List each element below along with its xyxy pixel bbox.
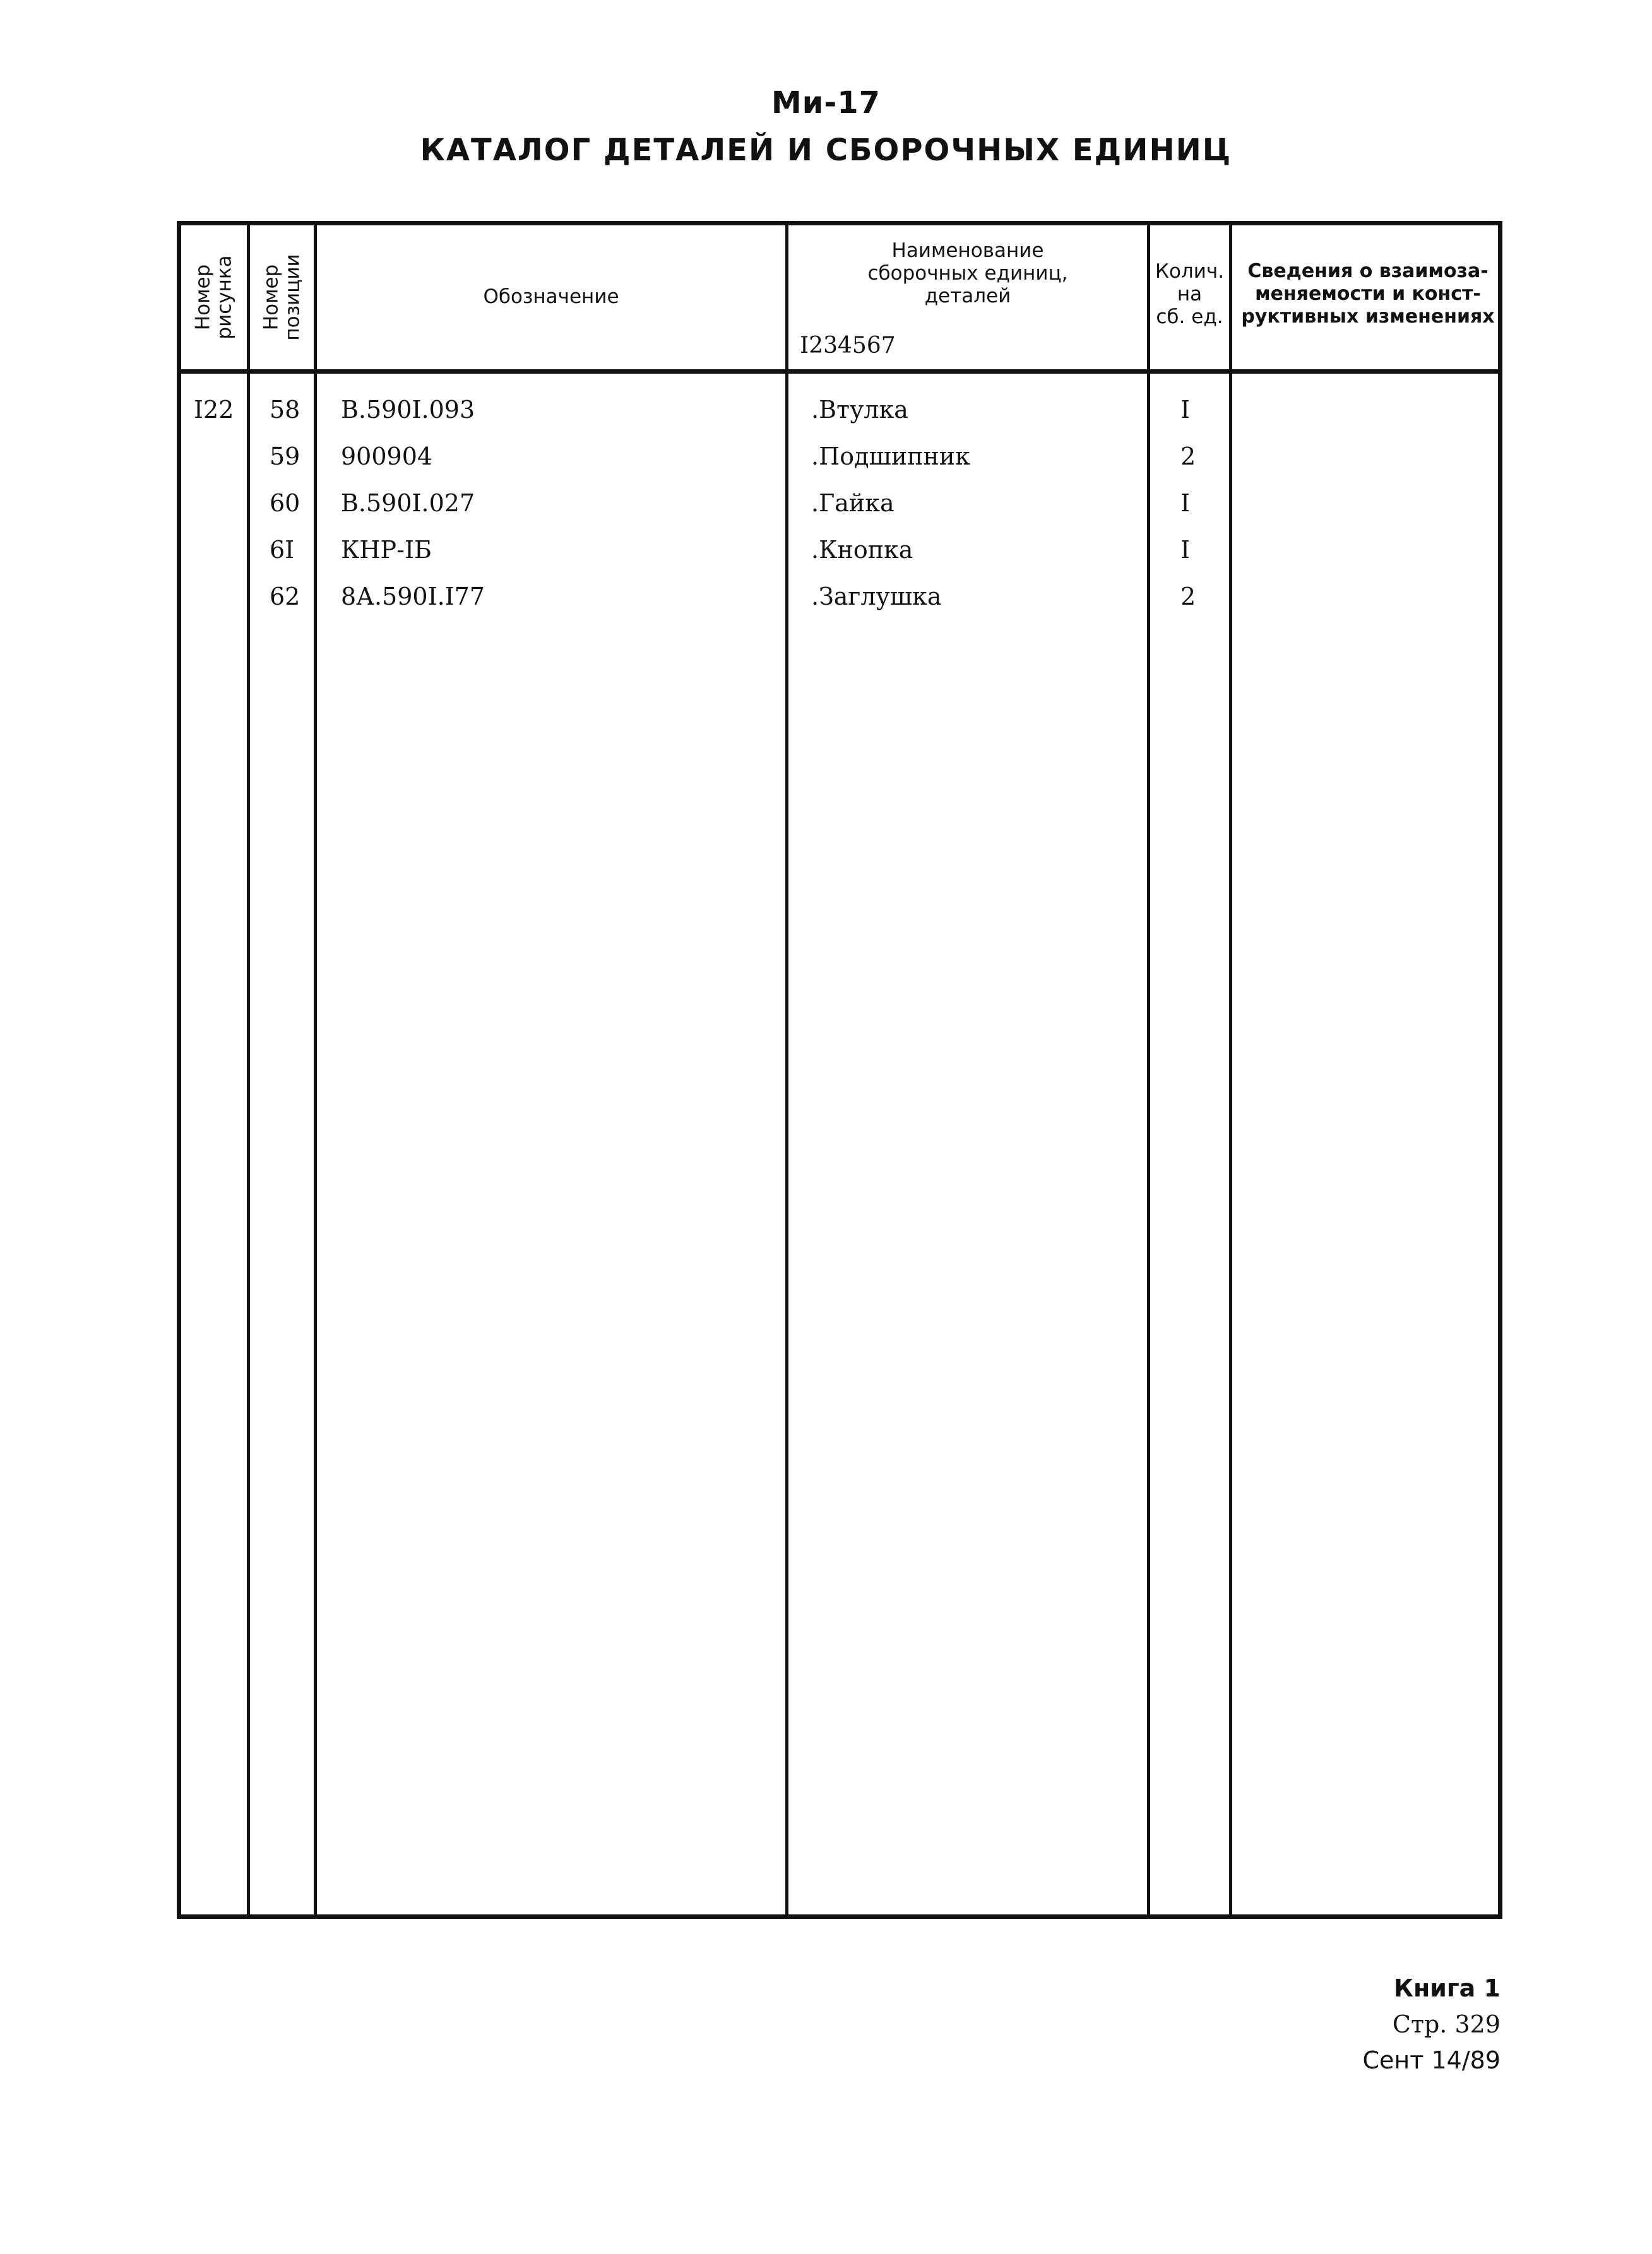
figure-number: I22 [194, 396, 234, 424]
row-position: 62 [270, 583, 300, 610]
header-name: Наименование сборочных единиц, деталей [867, 239, 1068, 307]
row-position: 6I [270, 536, 295, 564]
header-interchangeability-notes: Сведения о взаимоза- меняемости и конст- руктивных изменениях [1241, 260, 1495, 328]
row-designation: В.590I.093 [341, 396, 475, 424]
header-name-levels: I234567 [800, 333, 896, 359]
column-divider [1147, 225, 1150, 1914]
parts-catalog-table [177, 221, 1502, 1919]
header-quantity: Колич. на сб. ед. [1155, 260, 1225, 328]
row-name: .Втулка [811, 396, 908, 424]
row-quantity: I [1180, 489, 1191, 517]
column-divider [1229, 225, 1232, 1914]
row-name: .Подшипник [811, 442, 970, 470]
row-designation: 8А.590I.I77 [341, 583, 485, 610]
column-divider [314, 225, 317, 1914]
row-quantity: 2 [1180, 583, 1196, 610]
document-code: Ми-17 [771, 85, 881, 121]
column-divider [247, 225, 250, 1914]
header-divider [181, 369, 1498, 374]
row-name: .Кнопка [811, 536, 913, 564]
row-name: .Гайка [811, 489, 894, 517]
row-quantity: 2 [1180, 442, 1196, 470]
row-designation: 900904 [341, 442, 433, 470]
row-position: 58 [270, 396, 300, 424]
footer-book: Книга 1 [1393, 1974, 1500, 2002]
row-position: 59 [270, 442, 300, 470]
column-divider [785, 225, 788, 1914]
header-figure-number: Номер рисунка [192, 255, 237, 340]
footer-page-number: Стр. 329 [1392, 2010, 1500, 2038]
row-designation: КНР-IБ [341, 536, 432, 564]
row-position: 60 [270, 489, 300, 517]
footer-revision-date: Сент 14/89 [1362, 2046, 1500, 2074]
row-quantity: I [1180, 536, 1191, 564]
row-name: .Заглушка [811, 583, 942, 610]
document-title: КАТАЛОГ ДЕТАЛЕЙ И СБОРОЧНЫХ ЕДИНИЦ [420, 133, 1232, 168]
header-position-number: Номер позиции [259, 254, 304, 341]
row-quantity: I [1180, 396, 1191, 424]
row-designation: В.590I.027 [341, 489, 475, 517]
header-designation: Обозначение [483, 285, 619, 308]
